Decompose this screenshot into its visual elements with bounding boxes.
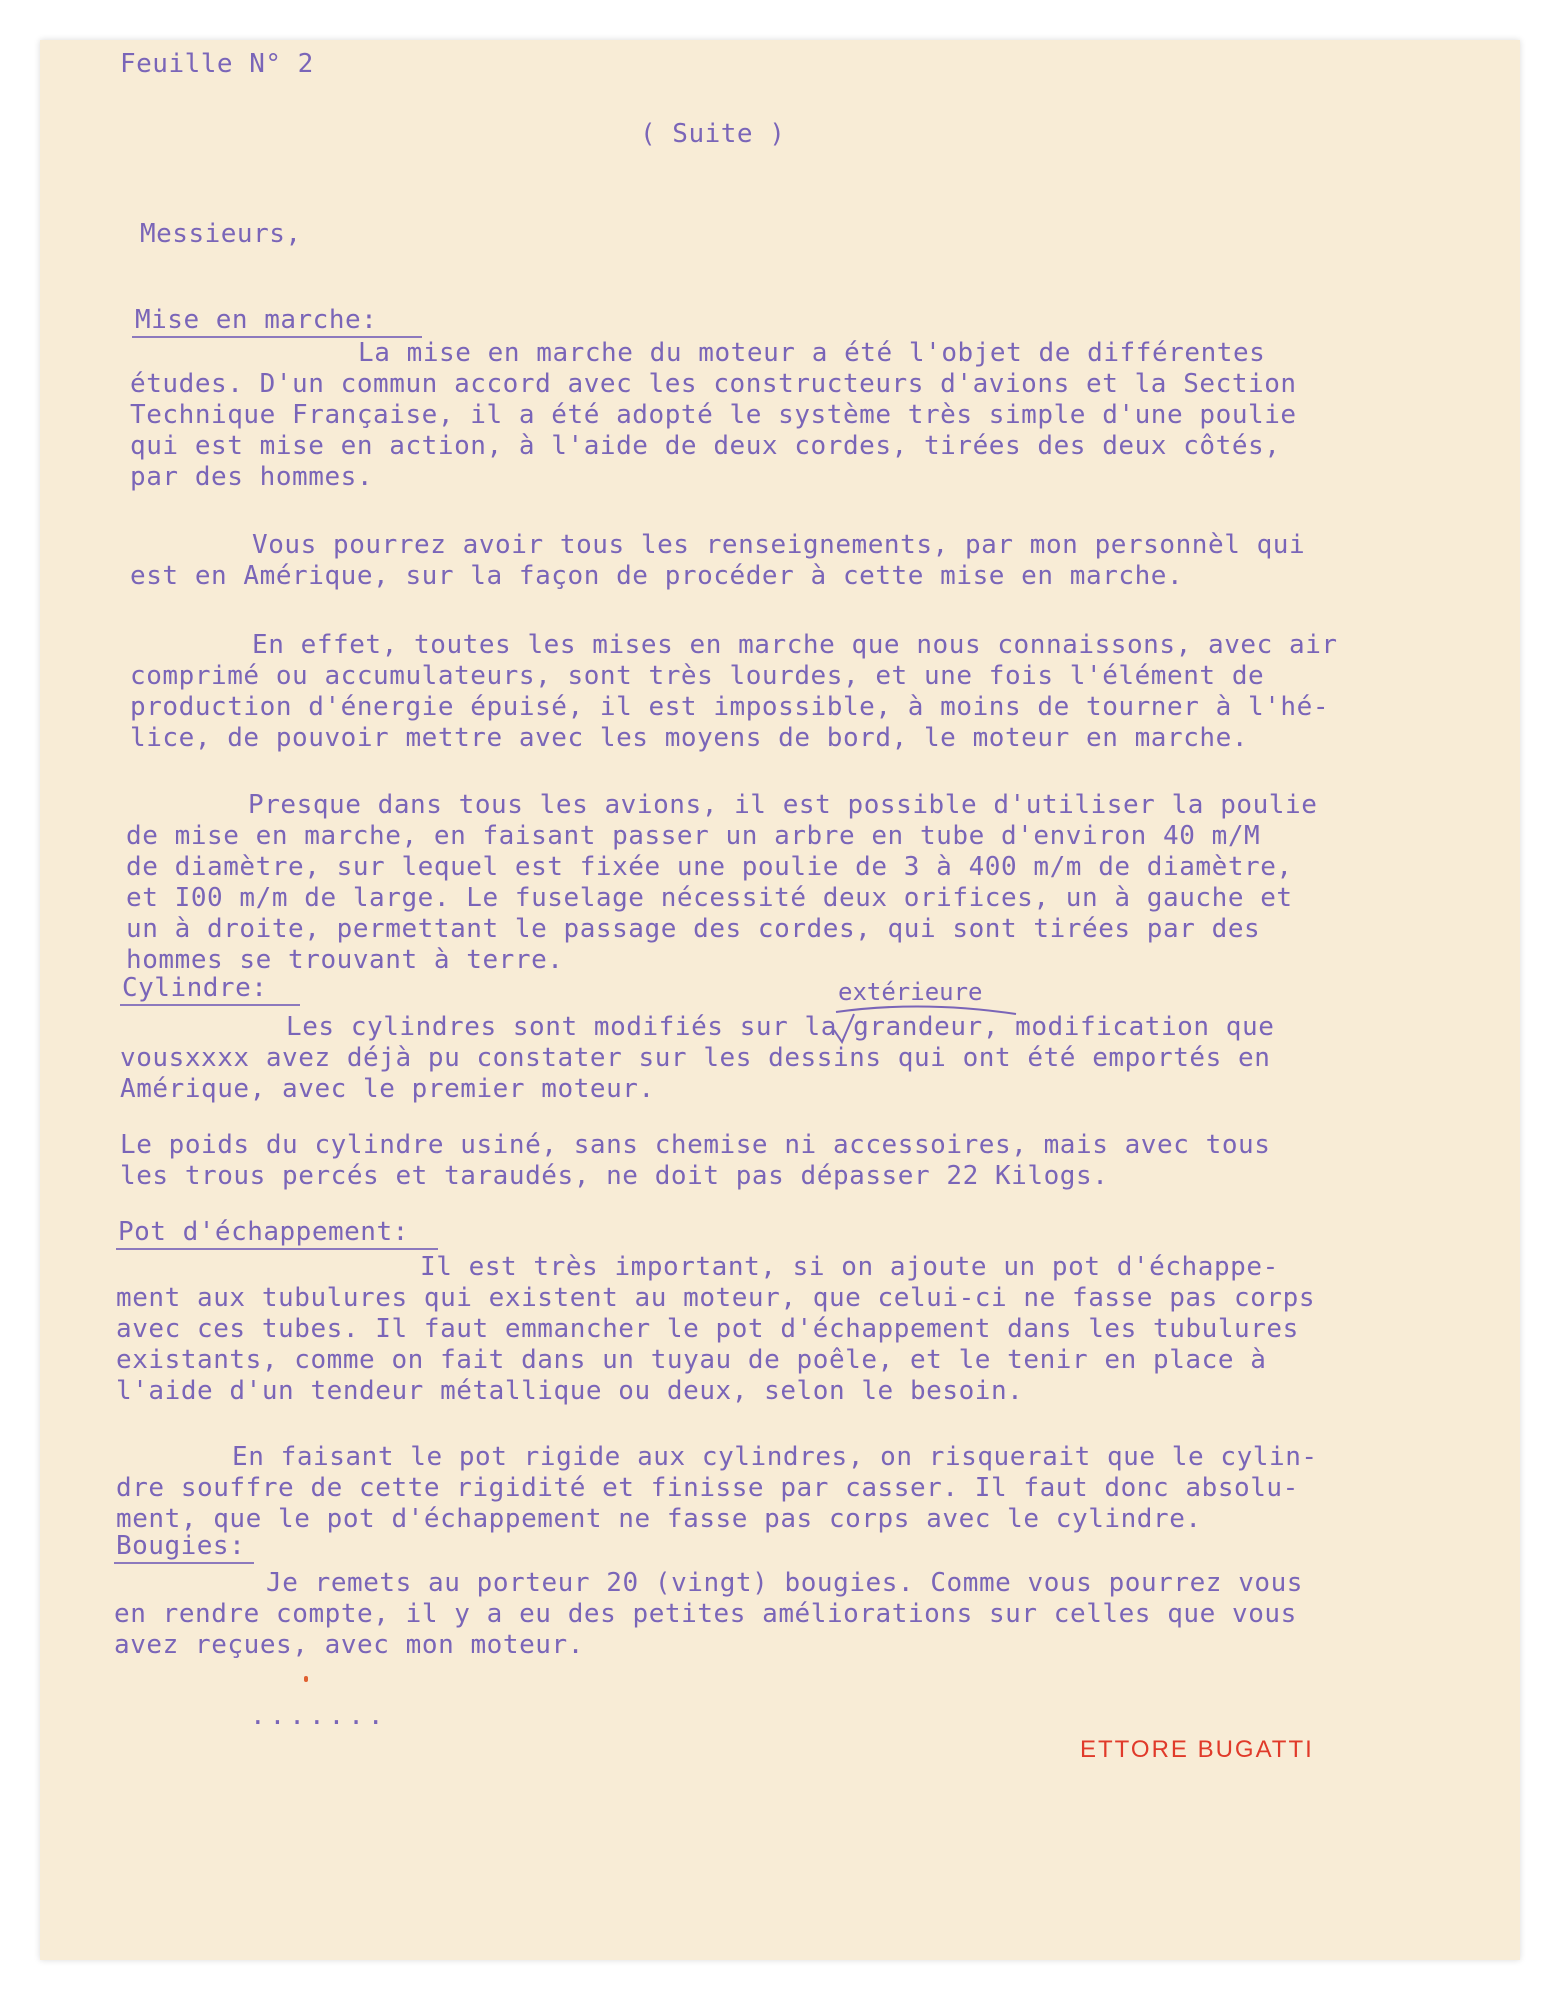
- paragraph-cylindre-2: [120, 1130, 1270, 1192]
- paragraph-bougies: [114, 1568, 1303, 1661]
- continuation-label: ( Suite ): [640, 119, 786, 149]
- text-line: La mise en marche du moteur a été l'objet de différentes: [358, 338, 1266, 368]
- text-line: les trous percés et taraudés, ne doit pas dépasser 22 Kilogs.: [120, 1161, 1109, 1191]
- handwritten-insertion: extérieure: [838, 978, 983, 1006]
- text-line: Technique Française, il a été adopté le système très simple d'une poulie: [130, 400, 1297, 430]
- text-line: existants, comme on fait dans un tuyau de poêle, et le tenir en place à: [116, 1345, 1267, 1375]
- text-line: par des hommes.: [130, 462, 374, 492]
- text-line: lice, de pouvoir mettre avec les moyens de bord, le moteur en marche.: [130, 723, 1249, 753]
- text-line: et I00 m/m de large. Le fuselage nécessité deux orifices, un à gauche et: [126, 883, 1293, 913]
- text-line: Le poids du cylindre usiné, sans chemise ni accessoires, mais avec tous: [120, 1130, 1271, 1160]
- text-line: en rendre compte, il y a eu des petites améliorations sur celles que vous: [114, 1599, 1297, 1629]
- signature-stamp: ETTORE BUGATTI: [1080, 1736, 1314, 1763]
- text-line: qui est mise en action, à l'aide de deux cordes, tirées des deux côtés,: [130, 431, 1281, 461]
- text-line: Amérique, avec le premier moteur.: [120, 1074, 655, 1104]
- salutation: Messieurs,: [140, 219, 302, 249]
- text-line: production d'énergie épuisé, il est impossible, à moins de tourner à l'hé-: [130, 692, 1330, 722]
- heading-underline: [116, 1248, 438, 1250]
- heading-underline: [114, 1562, 254, 1564]
- text-line: vousxxxx avez déjà pu constater sur les dessins qui ont été emportés en: [120, 1043, 1271, 1073]
- text-line: Je remets au porteur 20 (vingt) bougies. Comme vous pourrez vous: [266, 1568, 1304, 1598]
- text-line: de mise en marche, en faisant passer un arbre en tube d'environ 40 m/M: [126, 821, 1261, 851]
- text-line: Vous pourrez avoir tous les renseignements, par mon personnèl qui: [252, 530, 1306, 560]
- heading-pot-echappement: Pot d'échappement:: [118, 1217, 409, 1247]
- letter-page: [40, 40, 1520, 1960]
- heading-cylindre: Cylindre:: [122, 973, 268, 1003]
- text-line: Les cylindres sont modifiés sur la grandeur, modification que: [286, 1012, 1275, 1042]
- text-line: comprimé ou accumulateurs, sont très lourdes, et une fois l'élément de: [130, 661, 1265, 691]
- paragraph-mise-en-marche-4: [126, 790, 1317, 976]
- text-line: Il est très important, si on ajoute un pot d'échappe-: [420, 1252, 1279, 1282]
- paragraph-pot-1: [116, 1252, 1315, 1407]
- text-line: dre souffre de cette rigidité et finisse par casser. Il faut donc absolu-: [116, 1473, 1299, 1503]
- paragraph-pot-2: [116, 1442, 1318, 1535]
- text-line: avez reçues, avec mon moteur.: [114, 1630, 584, 1660]
- text-line: études. D'un commun accord avec les constructeurs d'avions et la Section: [130, 369, 1297, 399]
- text-line: est en Amérique, sur la façon de procéder à cette mise en marche.: [130, 561, 1184, 591]
- text-line: En faisant le pot rigide aux cylindres, on risquerait que le cylin-: [232, 1442, 1318, 1472]
- heading-mise-en-marche: Mise en marche:: [135, 305, 378, 335]
- text-line: hommes se trouvant à terre.: [126, 945, 564, 975]
- ink-spot: [304, 1676, 308, 1682]
- text-line: ment, que le pot d'échappement ne fasse pas corps avec le cylindre.: [116, 1504, 1202, 1534]
- text-line: un à droite, permettant le passage des cordes, qui sont tirées par des: [126, 914, 1261, 944]
- paragraph-mise-en-marche-2: [130, 530, 1305, 592]
- sheet-number: Feuille N° 2: [120, 49, 314, 79]
- heading-underline: [120, 1004, 300, 1006]
- text-line: En effet, toutes les mises en marche que nous connaissons, avec air: [252, 630, 1338, 660]
- paragraph-mise-en-marche-1: [130, 338, 1297, 493]
- ellipsis-line: .......: [250, 1701, 388, 1731]
- heading-bougies: Bougies:: [116, 1531, 246, 1561]
- text-line: avec ces tubes. Il faut emmancher le pot d'échappement dans les tubulures: [116, 1314, 1299, 1344]
- text-line: de diamètre, sur lequel est fixée une poulie de 3 à 400 m/m de diamètre,: [126, 852, 1293, 882]
- text-line: Presque dans tous les avions, il est possible d'utiliser la poulie: [248, 790, 1318, 820]
- text-line: l'aide d'un tendeur métallique ou deux, selon le besoin.: [116, 1376, 1024, 1406]
- paragraph-mise-en-marche-3: [130, 630, 1338, 754]
- paragraph-cylindre-1: [120, 1012, 1274, 1105]
- text-line: ment aux tubulures qui existent au moteur, que celui-ci ne fasse pas corps: [116, 1283, 1316, 1313]
